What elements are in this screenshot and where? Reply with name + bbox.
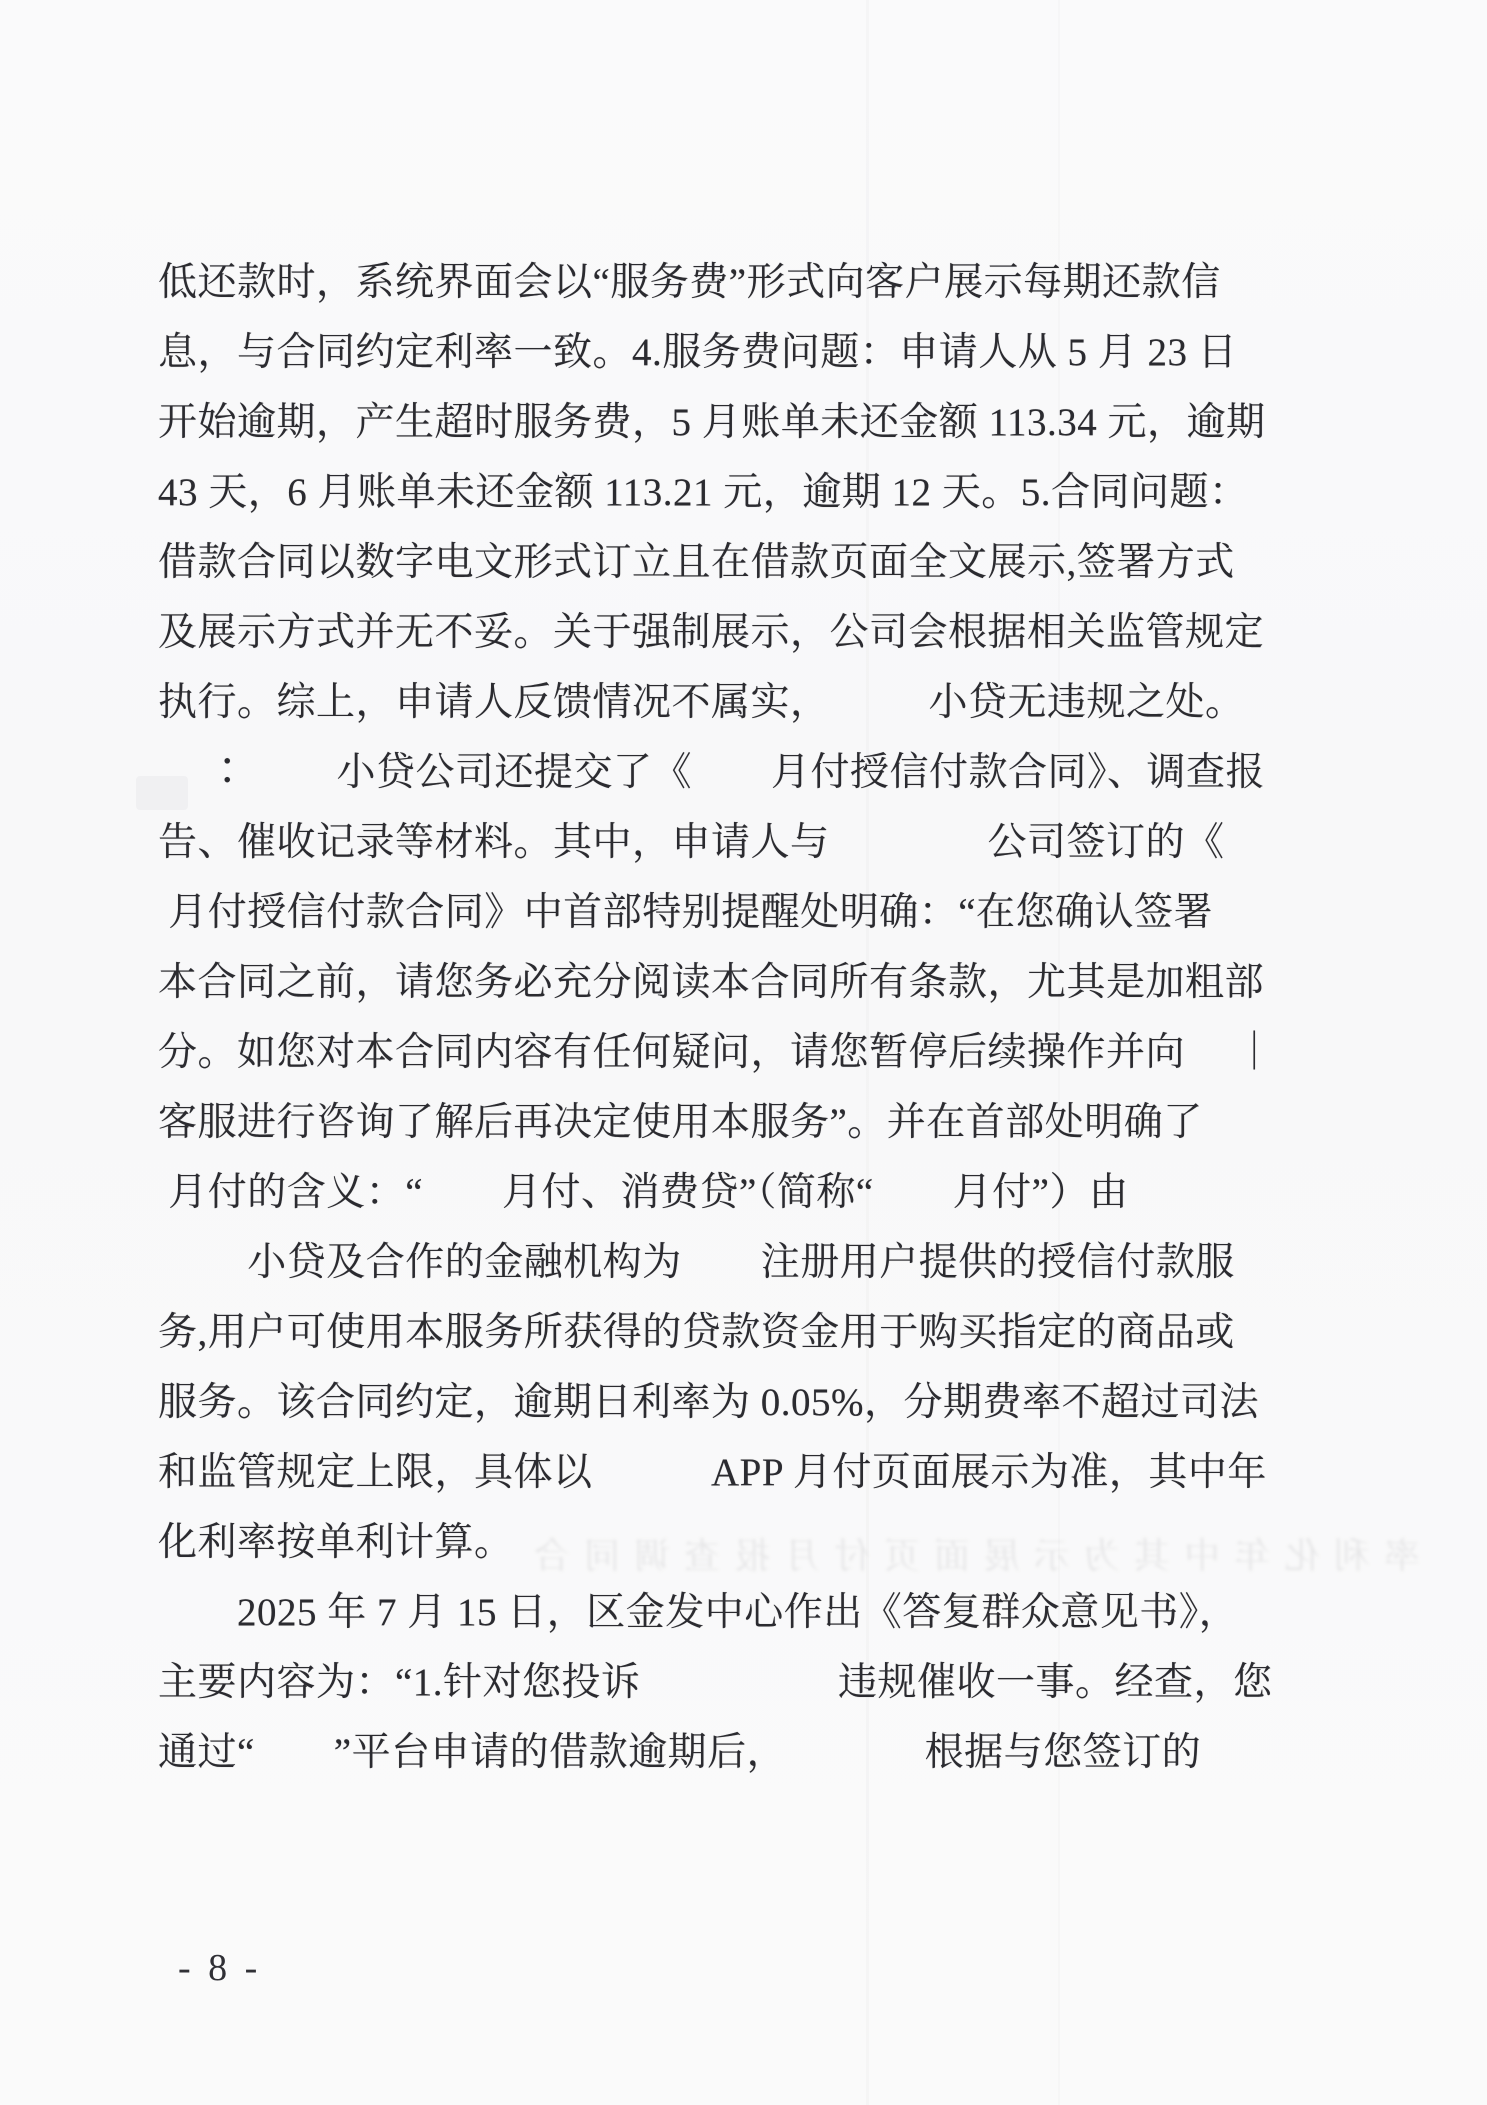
document-line: 月付授信付款合同》中首部特别提醒处明确：“在您确认签署: [158, 891, 1214, 934]
document-line: 执行。综上，申请人反馈情况不属实， 小贷无违规之处。: [158, 681, 1245, 724]
document-line: 小贷及合作的金融机构为 注册用户提供的授信付款服: [158, 1241, 1235, 1284]
document-line: 及展示方式并无不妥。关于强制展示，公司会根据相关监管规定: [158, 611, 1265, 654]
document-line: 化利率按单利计算。: [158, 1521, 514, 1564]
document-line: 和监管规定上限，具体以 APP 月付页面展示为准，其中年: [158, 1451, 1267, 1494]
document-line: 43 天，6 月账单未还金额 113.21 元，逾期 12 天。5.合同问题：: [158, 471, 1249, 514]
document-line: 服务。该合同约定，逾期日利率为 0.05%，分期费率不超过司法: [158, 1381, 1259, 1424]
document-line: 本合同之前，请您务必充分阅读本合同所有条款，尤其是加粗部: [158, 961, 1265, 1004]
document-line: 分。如您对本合同内容有任何疑问，请您暂停后续操作并向 ｜: [158, 1031, 1275, 1074]
document-line: ∶ 小贷公司还提交了《 月付授信付款合同》、调查报: [158, 751, 1266, 794]
document-line: 2025 年 7 月 15 日，区金发中心作出《答复群众意见书》，: [158, 1591, 1239, 1634]
document-line: 通过“ ”平台申请的借款逾期后， 根据与您签订的: [158, 1731, 1202, 1774]
document-line: 息，与合同约定利率一致。4.服务费问题：申请人从 5 月 23 日: [158, 331, 1238, 374]
bleed-through-text: 率利化年中其为示展面页付月报查调同合: [519, 1536, 1420, 1576]
document-line: 借款合同以数字电文形式订立且在借款页面全文展示,签署方式: [158, 541, 1235, 584]
document-line: 开始逾期，产生超时服务费，5 月账单未还金额 113.34 元，逾期: [158, 401, 1266, 444]
document-line: 低还款时，系统界面会以“服务费”形式向客户展示每期还款信: [158, 261, 1221, 304]
page-number: - 8 -: [178, 1947, 262, 1989]
document-body: [158, 248, 1338, 1788]
document-line: 客服进行咨询了解后再决定使用本服务”。并在首部处明确了: [158, 1101, 1203, 1144]
document-line: 主要内容为：“1.针对您投诉 违规催收一事。经查，您: [158, 1661, 1273, 1704]
document-line: 月付的含义：“ 月付、消费贷”（简称“ 月付”）由: [158, 1171, 1129, 1214]
document-line: 告、催收记录等材料。其中，申请人与 公司签订的《: [158, 821, 1225, 864]
document-line: 务,用户可使用本服务所获得的贷款资金用于购买指定的商品或: [158, 1311, 1235, 1354]
